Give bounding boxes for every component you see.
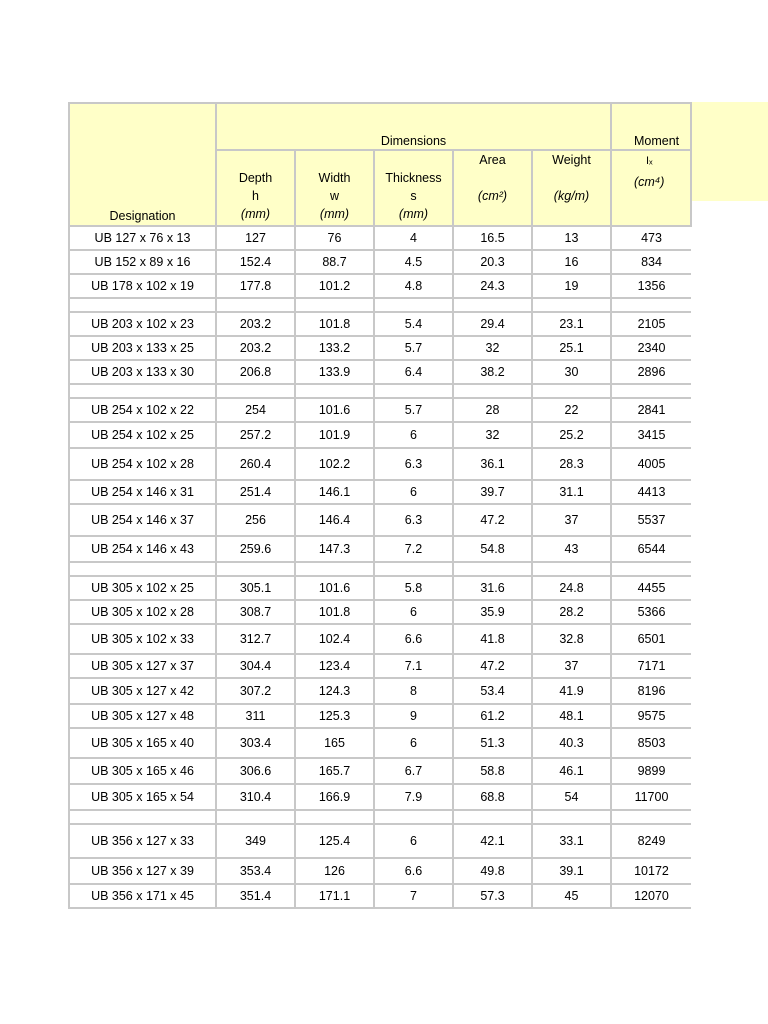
designation-cell: UB 305 x 102 x 25 (69, 576, 216, 600)
weight-cell (532, 384, 611, 398)
table-row (69, 824, 691, 858)
moment-header: Iₓ (cm⁴) (611, 150, 691, 226)
thickness-cell: 6.4 (374, 360, 453, 384)
designation-cell (69, 298, 216, 312)
moment-cell: 7171 (611, 654, 691, 678)
area-cell: 24.3 (453, 274, 532, 298)
moment-cell (611, 298, 691, 312)
depth-cell: 308.7 (216, 600, 295, 624)
thickness-cell: 6.6 (374, 858, 453, 884)
depth-cell: 307.2 (216, 678, 295, 704)
moment-cell (611, 384, 691, 398)
weight-cell: 25.2 (532, 422, 611, 448)
table-row (69, 360, 691, 384)
area-cell: 38.2 (453, 360, 532, 384)
depth-cell: 254 (216, 398, 295, 422)
width-cell (295, 810, 374, 824)
designation-cell: UB 356 x 127 x 33 (69, 824, 216, 858)
depth-cell: 312.7 (216, 624, 295, 654)
area-cell: 32 (453, 336, 532, 360)
area-cell (453, 562, 532, 576)
thickness-cell (374, 810, 453, 824)
designation-cell: UB 254 x 102 x 25 (69, 422, 216, 448)
thickness-cell: 6 (374, 728, 453, 758)
weight-cell: 40.3 (532, 728, 611, 758)
thickness-cell: 6.3 (374, 504, 453, 536)
table-row (69, 274, 691, 298)
table-row (69, 678, 691, 704)
weight-cell: 25.1 (532, 336, 611, 360)
area-cell: 39.7 (453, 480, 532, 504)
designation-cell: UB 305 x 127 x 37 (69, 654, 216, 678)
moment-cell: 2841 (611, 398, 691, 422)
spacer-row (69, 384, 691, 398)
table-row (69, 448, 691, 480)
width-cell (295, 298, 374, 312)
spacer-row (69, 562, 691, 576)
moment-cell: 9575 (611, 704, 691, 728)
moment-cell: 8249 (611, 824, 691, 858)
width-cell: 101.6 (295, 576, 374, 600)
depth-cell: 349 (216, 824, 295, 858)
section-properties-table (68, 102, 692, 909)
weight-cell: 54 (532, 784, 611, 810)
thickness-cell: 6.3 (374, 448, 453, 480)
table-row (69, 654, 691, 678)
width-cell: 146.1 (295, 480, 374, 504)
width-cell: 88.7 (295, 250, 374, 274)
designation-cell: UB 305 x 165 x 46 (69, 758, 216, 784)
depth-cell: 310.4 (216, 784, 295, 810)
depth-cell: 203.2 (216, 336, 295, 360)
area-cell: 36.1 (453, 448, 532, 480)
weight-cell: 43 (532, 536, 611, 562)
width-cell: 101.6 (295, 398, 374, 422)
width-cell: 165.7 (295, 758, 374, 784)
weight-header: Weight (kg/m) (532, 150, 611, 226)
moment-cell: 2105 (611, 312, 691, 336)
weight-cell: 13 (532, 226, 611, 250)
width-cell: 101.8 (295, 600, 374, 624)
header-fill-overflow (690, 102, 768, 201)
moment-cell: 8196 (611, 678, 691, 704)
thickness-cell: 4.5 (374, 250, 453, 274)
width-cell: 147.3 (295, 536, 374, 562)
area-cell: 53.4 (453, 678, 532, 704)
designation-cell: UB 203 x 102 x 23 (69, 312, 216, 336)
area-header: Area (cm²) (453, 150, 532, 226)
designation-cell (69, 384, 216, 398)
weight-cell: 48.1 (532, 704, 611, 728)
moment-cell: 4005 (611, 448, 691, 480)
area-cell: 16.5 (453, 226, 532, 250)
moment-cell: 11700 (611, 784, 691, 810)
weight-cell: 33.1 (532, 824, 611, 858)
weight-cell (532, 298, 611, 312)
moment-cell: 4455 (611, 576, 691, 600)
table-row (69, 704, 691, 728)
designation-cell: UB 254 x 146 x 31 (69, 480, 216, 504)
thickness-cell: 7.2 (374, 536, 453, 562)
depth-cell: 257.2 (216, 422, 295, 448)
designation-cell: UB 356 x 127 x 39 (69, 858, 216, 884)
table-row (69, 536, 691, 562)
thickness-header: Thickness s (mm) (374, 150, 453, 226)
width-cell: 171.1 (295, 884, 374, 908)
width-cell: 166.9 (295, 784, 374, 810)
width-cell: 165 (295, 728, 374, 758)
thickness-cell: 7.1 (374, 654, 453, 678)
weight-cell: 32.8 (532, 624, 611, 654)
area-cell: 47.2 (453, 654, 532, 678)
designation-cell: UB 203 x 133 x 25 (69, 336, 216, 360)
area-cell: 20.3 (453, 250, 532, 274)
designation-cell: UB 254 x 102 x 28 (69, 448, 216, 480)
area-cell: 29.4 (453, 312, 532, 336)
weight-cell: 46.1 (532, 758, 611, 784)
moment-cell: 12070 (611, 884, 691, 908)
moment-cell: 2340 (611, 336, 691, 360)
moment-cell: 473 (611, 226, 691, 250)
weight-cell: 22 (532, 398, 611, 422)
width-cell: 124.3 (295, 678, 374, 704)
depth-cell: 206.8 (216, 360, 295, 384)
table-row (69, 226, 691, 250)
designation-cell: UB 152 x 89 x 16 (69, 250, 216, 274)
width-cell: 133.2 (295, 336, 374, 360)
weight-cell: 39.1 (532, 858, 611, 884)
table-row (69, 784, 691, 810)
area-cell: 58.8 (453, 758, 532, 784)
moment-cell: 3415 (611, 422, 691, 448)
designation-cell: UB 305 x 102 x 28 (69, 600, 216, 624)
moment-cell: 5366 (611, 600, 691, 624)
moment-cell: 6501 (611, 624, 691, 654)
depth-cell: 152.4 (216, 250, 295, 274)
depth-cell: 303.4 (216, 728, 295, 758)
designation-cell: UB 254 x 102 x 22 (69, 398, 216, 422)
designation-cell (69, 810, 216, 824)
depth-header: Depth h (mm) (216, 150, 295, 226)
designation-cell: UB 305 x 127 x 42 (69, 678, 216, 704)
table-row (69, 336, 691, 360)
width-cell: 125.3 (295, 704, 374, 728)
depth-cell (216, 562, 295, 576)
weight-cell: 28.2 (532, 600, 611, 624)
depth-cell: 256 (216, 504, 295, 536)
area-cell: 41.8 (453, 624, 532, 654)
depth-cell (216, 298, 295, 312)
table-row (69, 858, 691, 884)
table-row (69, 504, 691, 536)
designation-cell: UB 127 x 76 x 13 (69, 226, 216, 250)
moment-cell: 9899 (611, 758, 691, 784)
table-row (69, 728, 691, 758)
table-row (69, 398, 691, 422)
table-row (69, 250, 691, 274)
area-cell: 61.2 (453, 704, 532, 728)
weight-cell: 31.1 (532, 480, 611, 504)
moment-cell: 834 (611, 250, 691, 274)
area-cell: 47.2 (453, 504, 532, 536)
thickness-cell: 5.8 (374, 576, 453, 600)
table-row (69, 884, 691, 908)
thickness-cell (374, 298, 453, 312)
thickness-cell: 5.4 (374, 312, 453, 336)
width-header: Width w (mm) (295, 150, 374, 226)
designation-cell: UB 356 x 171 x 45 (69, 884, 216, 908)
thickness-cell: 5.7 (374, 398, 453, 422)
depth-cell: 353.4 (216, 858, 295, 884)
thickness-cell: 7 (374, 884, 453, 908)
depth-cell: 260.4 (216, 448, 295, 480)
thickness-cell: 6 (374, 824, 453, 858)
area-cell: 32 (453, 422, 532, 448)
area-cell (453, 810, 532, 824)
moment-cell: 8503 (611, 728, 691, 758)
width-cell: 76 (295, 226, 374, 250)
depth-cell: 304.4 (216, 654, 295, 678)
weight-cell: 41.9 (532, 678, 611, 704)
depth-cell: 259.6 (216, 536, 295, 562)
width-cell: 133.9 (295, 360, 374, 384)
weight-cell: 37 (532, 504, 611, 536)
designation-cell: UB 178 x 102 x 19 (69, 274, 216, 298)
depth-cell: 311 (216, 704, 295, 728)
width-cell: 102.2 (295, 448, 374, 480)
moment-cell (611, 562, 691, 576)
table-row (69, 624, 691, 654)
area-cell (453, 384, 532, 398)
designation-cell: UB 305 x 102 x 33 (69, 624, 216, 654)
thickness-cell: 4.8 (374, 274, 453, 298)
area-cell: 42.1 (453, 824, 532, 858)
area-cell: 54.8 (453, 536, 532, 562)
designation-cell: UB 254 x 146 x 43 (69, 536, 216, 562)
depth-cell: 177.8 (216, 274, 295, 298)
designation-cell: UB 305 x 165 x 54 (69, 784, 216, 810)
moment-group-header: Moment (611, 103, 691, 150)
area-cell: 35.9 (453, 600, 532, 624)
thickness-cell: 6.7 (374, 758, 453, 784)
area-cell: 68.8 (453, 784, 532, 810)
depth-cell: 127 (216, 226, 295, 250)
designation-cell: UB 203 x 133 x 30 (69, 360, 216, 384)
depth-cell (216, 810, 295, 824)
width-cell: 123.4 (295, 654, 374, 678)
thickness-cell (374, 562, 453, 576)
thickness-cell: 5.7 (374, 336, 453, 360)
spacer-row (69, 810, 691, 824)
area-cell: 28 (453, 398, 532, 422)
moment-cell: 2896 (611, 360, 691, 384)
moment-cell: 5537 (611, 504, 691, 536)
thickness-cell: 6 (374, 600, 453, 624)
weight-cell: 37 (532, 654, 611, 678)
depth-cell (216, 384, 295, 398)
width-cell: 101.9 (295, 422, 374, 448)
width-cell (295, 384, 374, 398)
area-cell (453, 298, 532, 312)
area-cell: 31.6 (453, 576, 532, 600)
weight-cell: 28.3 (532, 448, 611, 480)
thickness-cell: 6 (374, 422, 453, 448)
weight-cell: 16 (532, 250, 611, 274)
spacer-row (69, 298, 691, 312)
designation-cell: UB 305 x 165 x 40 (69, 728, 216, 758)
depth-cell: 203.2 (216, 312, 295, 336)
area-cell: 49.8 (453, 858, 532, 884)
weight-cell: 30 (532, 360, 611, 384)
moment-cell: 1356 (611, 274, 691, 298)
moment-symbol: Iₓ (646, 155, 653, 167)
area-cell: 57.3 (453, 884, 532, 908)
weight-cell (532, 562, 611, 576)
width-cell: 146.4 (295, 504, 374, 536)
weight-cell: 24.8 (532, 576, 611, 600)
thickness-cell: 4 (374, 226, 453, 250)
thickness-cell (374, 384, 453, 398)
table-row (69, 576, 691, 600)
designation-header: Designation (69, 103, 216, 226)
designation-cell (69, 562, 216, 576)
table-row (69, 312, 691, 336)
weight-cell: 19 (532, 274, 611, 298)
moment-cell: 4413 (611, 480, 691, 504)
width-cell: 101.8 (295, 312, 374, 336)
dimensions-group-header: Dimensions (216, 103, 611, 150)
width-cell: 101.2 (295, 274, 374, 298)
thickness-cell: 6 (374, 480, 453, 504)
table-row (69, 758, 691, 784)
weight-cell: 23.1 (532, 312, 611, 336)
designation-cell: UB 305 x 127 x 48 (69, 704, 216, 728)
thickness-cell: 8 (374, 678, 453, 704)
depth-cell: 251.4 (216, 480, 295, 504)
area-cell: 51.3 (453, 728, 532, 758)
width-cell (295, 562, 374, 576)
weight-cell: 45 (532, 884, 611, 908)
moment-cell: 10172 (611, 858, 691, 884)
width-cell: 102.4 (295, 624, 374, 654)
table-row (69, 422, 691, 448)
thickness-cell: 6.6 (374, 624, 453, 654)
table-row (69, 480, 691, 504)
depth-cell: 351.4 (216, 884, 295, 908)
table-row (69, 600, 691, 624)
thickness-cell: 9 (374, 704, 453, 728)
moment-cell (611, 810, 691, 824)
weight-cell (532, 810, 611, 824)
depth-cell: 305.1 (216, 576, 295, 600)
designation-cell: UB 254 x 146 x 37 (69, 504, 216, 536)
width-cell: 126 (295, 858, 374, 884)
width-cell: 125.4 (295, 824, 374, 858)
moment-cell: 6544 (611, 536, 691, 562)
thickness-cell: 7.9 (374, 784, 453, 810)
depth-cell: 306.6 (216, 758, 295, 784)
